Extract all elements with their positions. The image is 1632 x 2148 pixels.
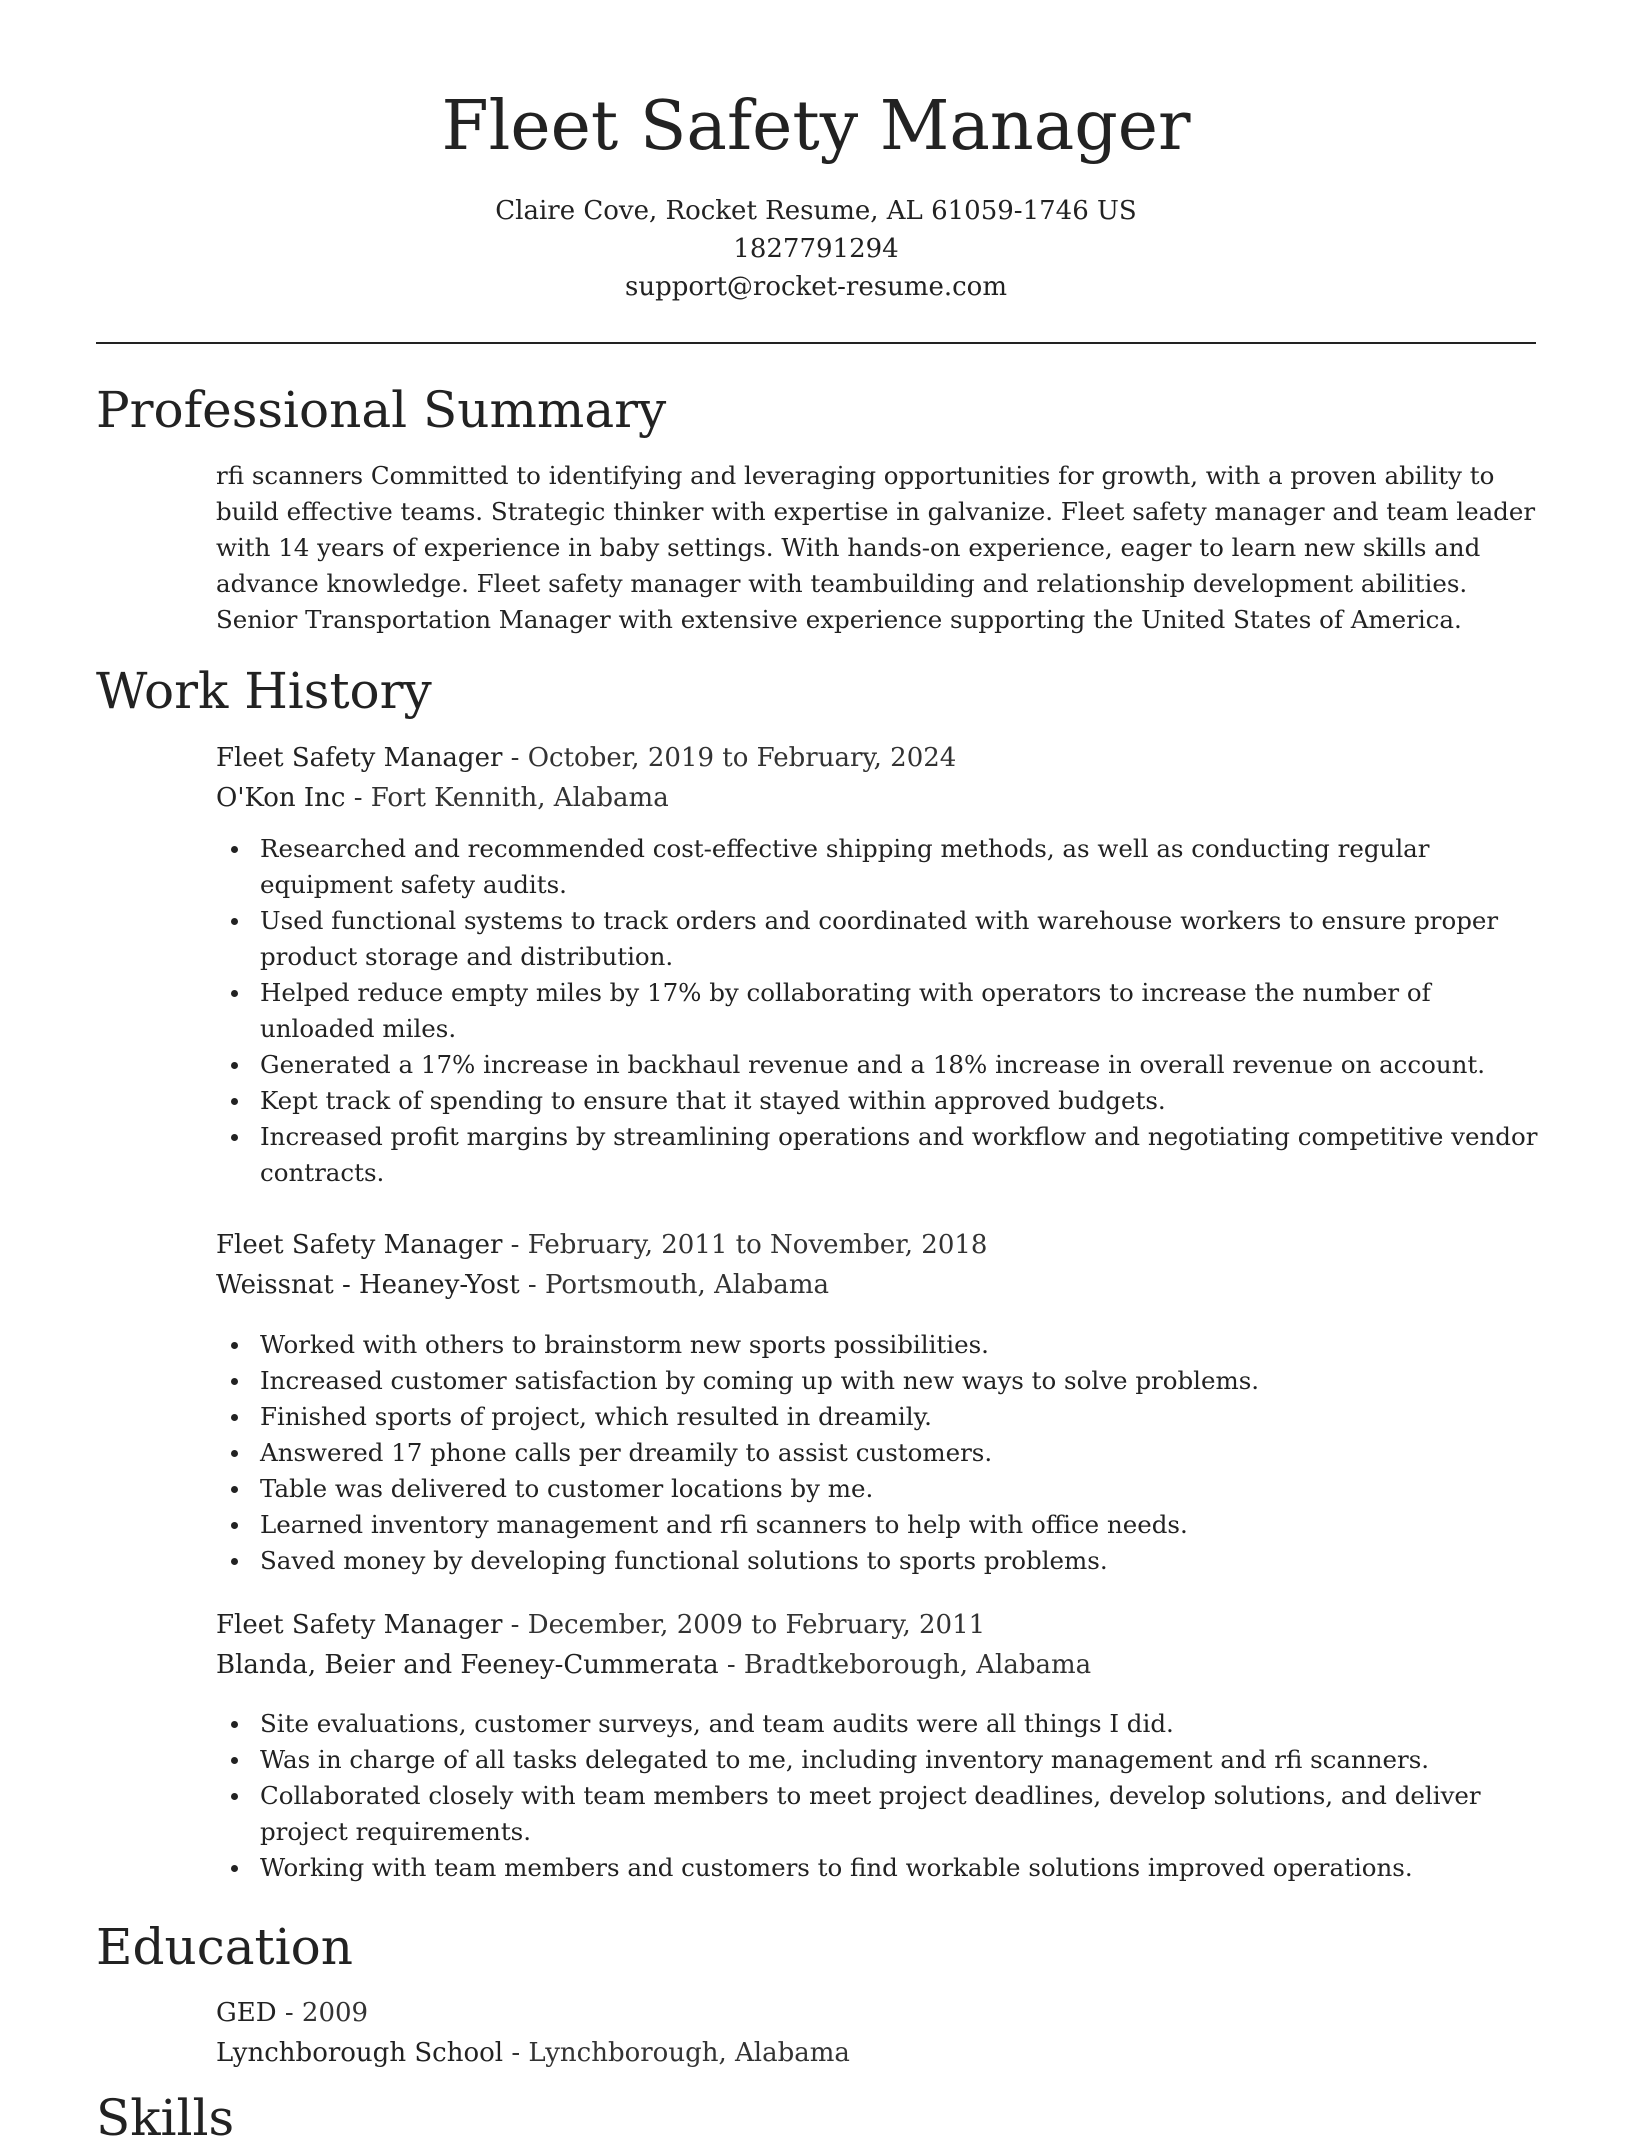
contact-info	[0, 192, 1632, 306]
list-item: Researched and recommended cost-effective shipping methods, as well as conducting regular equipment safety audits.	[216, 831, 1538, 903]
list-item: Saved money by developing functional solutions to sports problems.	[216, 1543, 1538, 1579]
list-item: Kept track of spending to ensure that it stayed within approved budgets.	[216, 1083, 1538, 1119]
company-name: O'Kon Inc	[216, 783, 346, 813]
company-name: Weissnat - Heaney-Yost	[216, 1270, 520, 1300]
job-employer	[216, 778, 1538, 818]
list-item: Answered 17 phone calls per dreamily to assist customers.	[216, 1435, 1538, 1471]
list-item: Was in charge of all tasks delegated to me, including inventory management and rfi scanners.	[216, 1742, 1538, 1778]
job-dates: - October, 2019 to February, 2024	[502, 743, 957, 773]
education-entry	[216, 1993, 1538, 2073]
education-heading: Education	[96, 1918, 353, 1976]
job-title: Fleet Safety Manager	[216, 1610, 503, 1640]
job-header	[216, 1605, 1538, 1645]
company-location: - Bradtkeborough, Alabama	[718, 1650, 1092, 1680]
summary-heading: Professional Summary	[96, 381, 667, 439]
email: support@rocket-resume.com	[624, 272, 1007, 302]
phone: 1827791294	[733, 234, 899, 264]
list-item: Increased customer satisfaction by coming up with new ways to solve problems.	[216, 1363, 1538, 1399]
job-dates: - February, 2011 to November, 2018	[502, 1230, 988, 1260]
header-divider	[96, 342, 1536, 344]
candidate-name: Fleet Safety Manager	[441, 87, 1191, 166]
school-location: - Lynchborough, Alabama	[503, 2038, 850, 2068]
job-employer	[216, 1645, 1538, 1685]
job-employer	[216, 1265, 1538, 1305]
job-title: Fleet Safety Manager	[216, 743, 503, 773]
job-entry	[216, 1605, 1538, 1685]
job-bullets	[216, 831, 1538, 1191]
school-line	[216, 2033, 1538, 2073]
job-header	[216, 1225, 1538, 1265]
list-item: Generated a 17% increase in backhaul revenue and a 18% increase in overall revenue on account.	[216, 1047, 1538, 1083]
list-item: Increased profit margins by streamlining operations and workflow and negotiating competitive vendor contracts.	[216, 1119, 1538, 1191]
graduation-year: - 2009	[276, 1998, 369, 2028]
list-item: Used functional systems to track orders and coordinated with warehouse workers to ensure proper product storage and distribution.	[216, 903, 1538, 975]
list-item: Finished sports of project, which resulted in dreamily.	[216, 1399, 1538, 1435]
list-item: Table was delivered to customer locations by me.	[216, 1471, 1538, 1507]
job-bullets	[216, 1327, 1538, 1579]
list-item: Helped reduce empty miles by 17% by collaborating with operators to increase the number of unloaded miles.	[216, 975, 1538, 1047]
list-item: Worked with others to brainstorm new sports possibilities.	[216, 1327, 1538, 1363]
degree-line	[216, 1993, 1538, 2033]
list-item: Learned inventory management and rfi scanners to help with office needs.	[216, 1507, 1538, 1543]
company-location: - Portsmouth, Alabama	[519, 1270, 829, 1300]
job-bullets	[216, 1706, 1538, 1886]
job-header	[216, 738, 1538, 778]
job-entry	[216, 1225, 1538, 1305]
job-dates: - December, 2009 to February, 2011	[502, 1610, 986, 1640]
company-name: Blanda, Beier and Feeney-Cummerata	[216, 1650, 719, 1680]
list-item: Collaborated closely with team members to meet project deadlines, develop solutions, and deliver project requirements.	[216, 1778, 1538, 1850]
school-name: Lynchborough School	[216, 2038, 504, 2068]
company-location: - Fort Kennith, Alabama	[345, 783, 669, 813]
address: Claire Cove, Rocket Resume, AL 61059-1746 US	[495, 196, 1137, 226]
summary-text: rfi scanners Committed to identifying and leveraging opportunities for growth, with a proven ability to build effective teams. Strategic thinker with expertise in galvanize. Fleet safety manager and team leader with 14 years of experience in baby settings. With hands-on experience, eager to learn new skills and advance knowledge. Fleet safety manager with teambuilding and relationship development abilities. Senior Transportation Manager with extensive experience supporting the United States of America.	[216, 461, 1536, 634]
list-item: Site evaluations, customer surveys, and team audits were all things I did.	[216, 1706, 1538, 1742]
degree: GED	[216, 1998, 277, 2028]
job-entry	[216, 738, 1538, 818]
work-history-heading: Work History	[96, 662, 432, 720]
list-item: Working with team members and customers to find workable solutions improved operations.	[216, 1850, 1538, 1886]
job-title: Fleet Safety Manager	[216, 1230, 503, 1260]
skills-heading: Skills	[96, 2089, 235, 2147]
